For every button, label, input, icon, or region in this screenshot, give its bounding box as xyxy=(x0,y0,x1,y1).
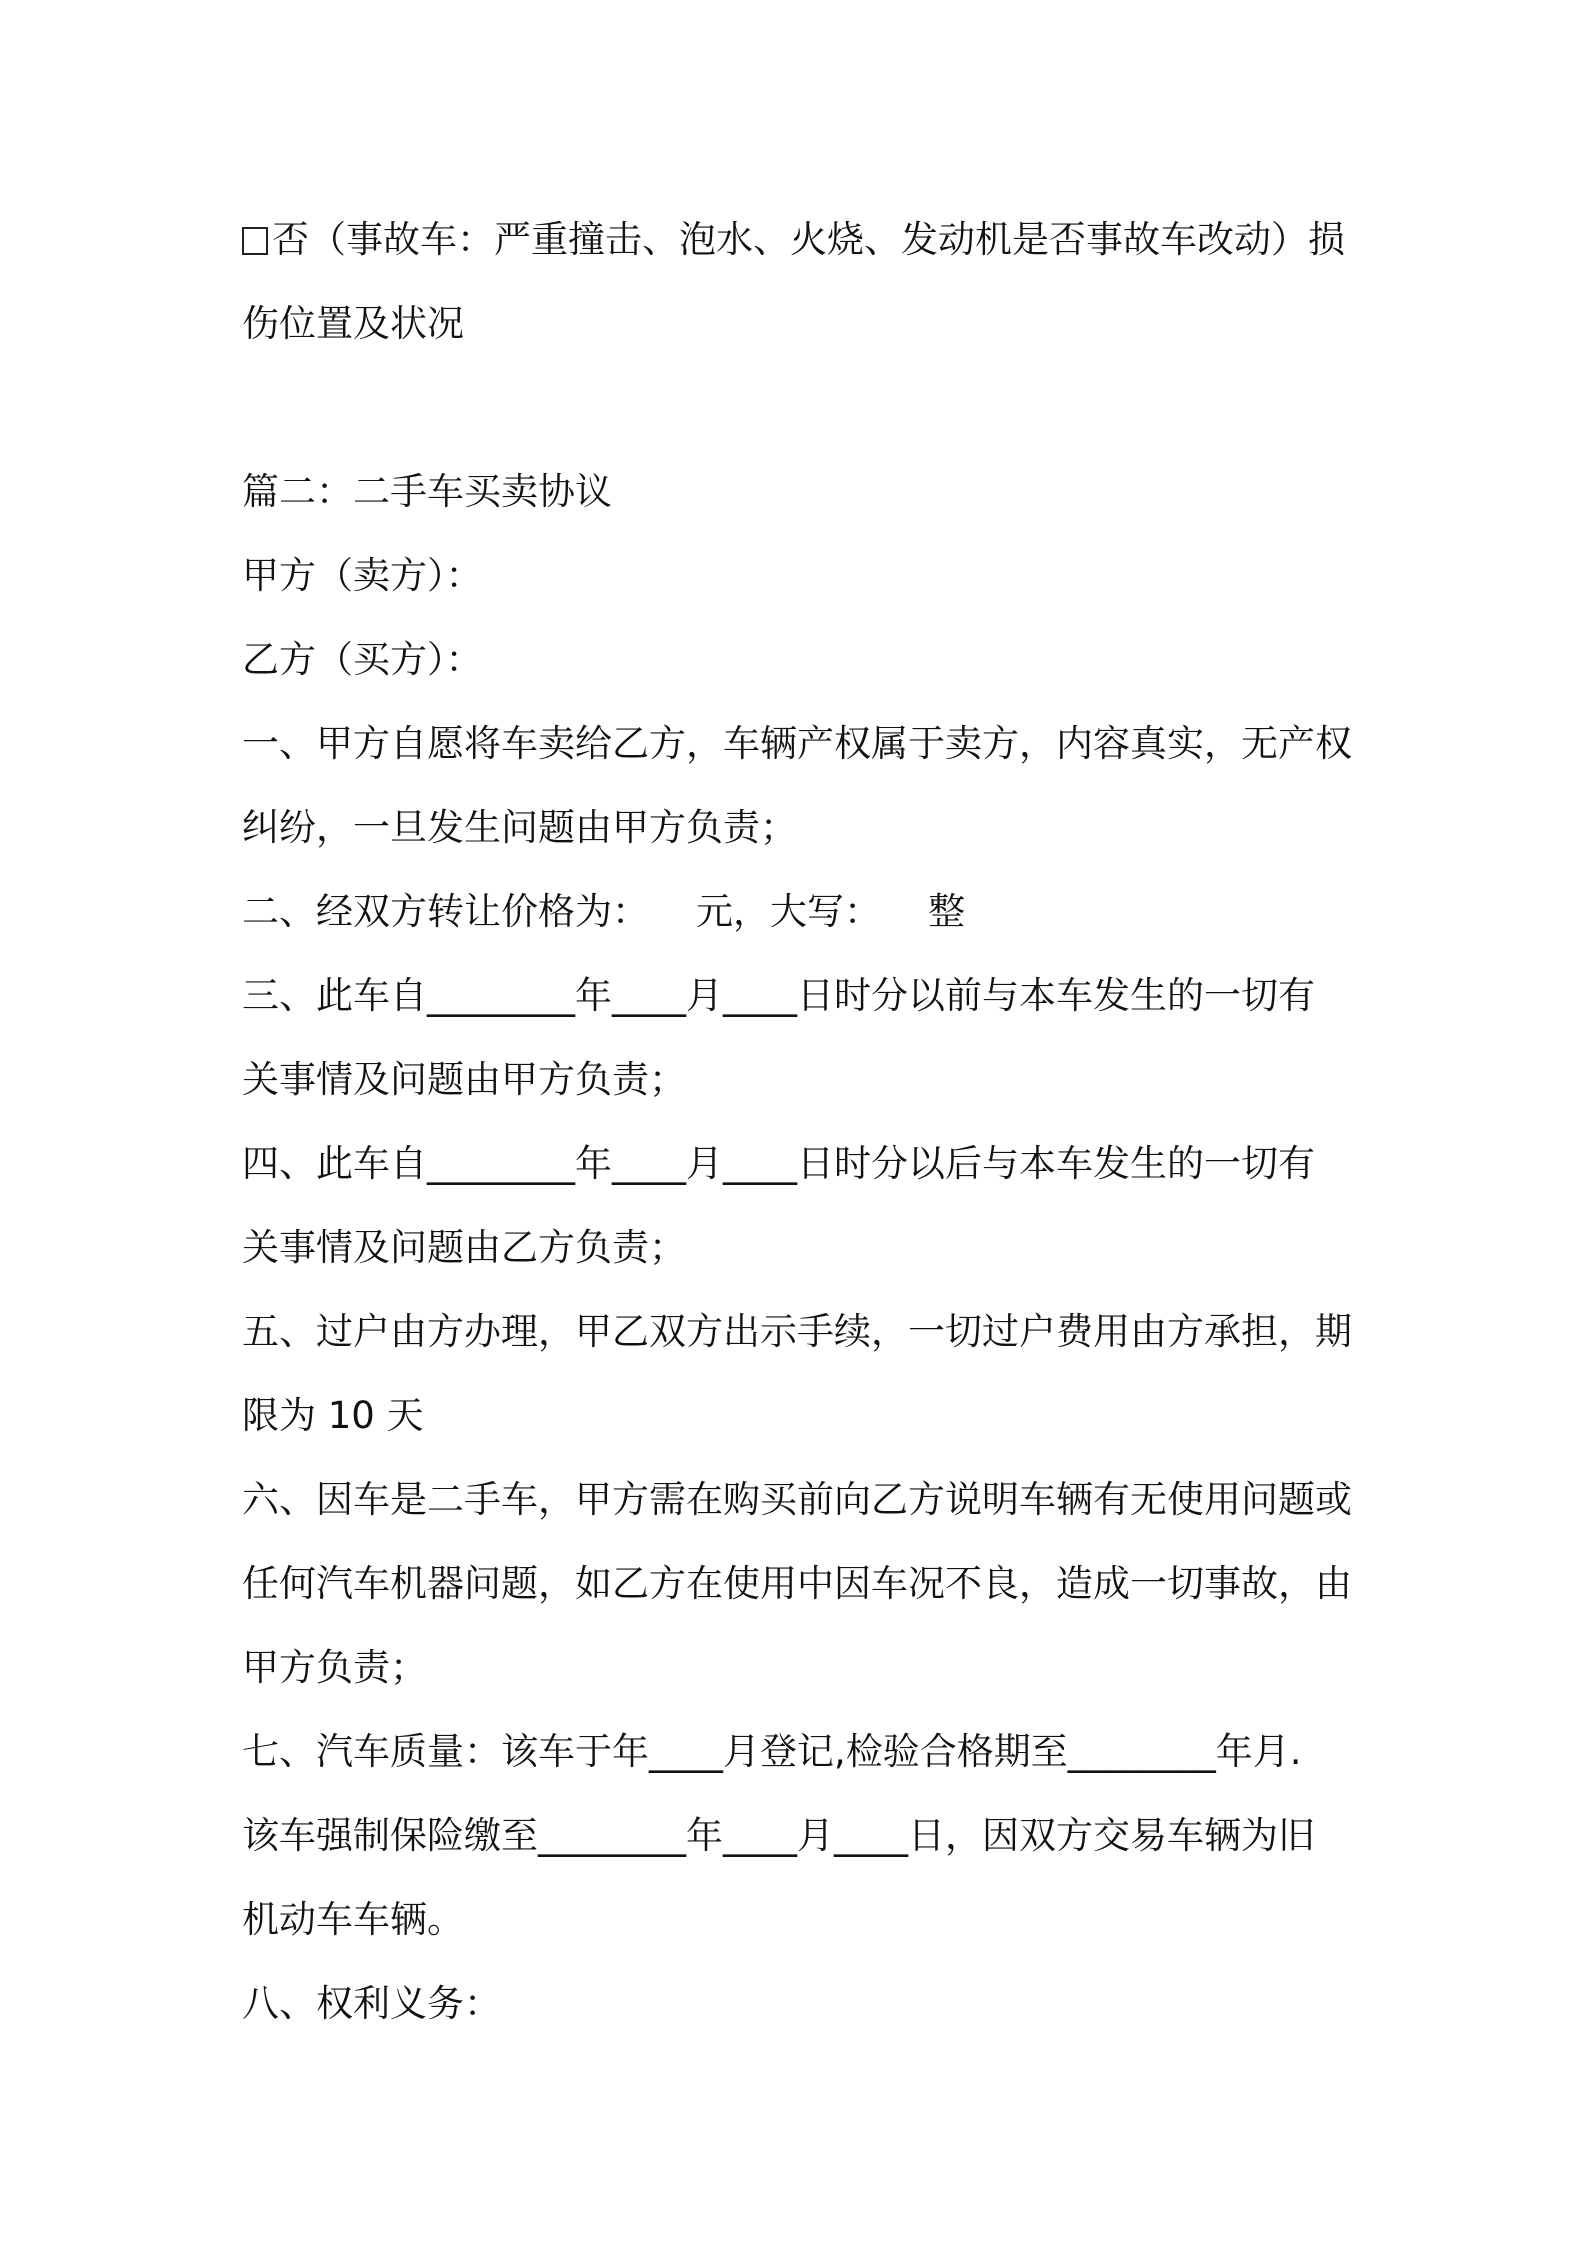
clause-7-line-1: 七、汽车质量：该车于年____月登记,检验合格期至________年月. xyxy=(242,1730,1302,1773)
clause-5-line-2: 限为 10 天 xyxy=(242,1394,424,1437)
clause-6-line-1: 六、因车是二手车，甲方需在购买前向乙方说明车辆有无使用问题或 xyxy=(242,1478,1352,1521)
clause-7-line-3: 机动车车辆。 xyxy=(242,1898,464,1941)
document-body xyxy=(242,198,1358,2046)
party-b-line: 乙方（买方）： xyxy=(242,638,483,681)
clause-1-line-1: 一、甲方自愿将车卖给乙方，车辆产权属于卖方，内容真实，无产权 xyxy=(242,722,1352,765)
clause-6-line-3: 甲方负责； xyxy=(242,1646,427,1689)
clause-7-line-2: 该车强制保险缴至________年____月____日，因双方交易车辆为旧 xyxy=(242,1814,1315,1857)
section-gap xyxy=(242,366,1358,450)
clause-1-line-2: 纠纷，一旦发生问题由甲方负责； xyxy=(242,806,797,849)
clause-4-line-2: 关事情及问题由乙方负责； xyxy=(242,1226,686,1269)
clause-3-line-1: 三、此车自________年____月____日时分以前与本车发生的一切有 xyxy=(242,974,1315,1017)
clause-8-line-1: 八、权利义务： xyxy=(242,1982,501,2025)
clause-4-line-1: 四、此车自________年____月____日时分以后与本车发生的一切有 xyxy=(242,1142,1315,1185)
clause-3-line-2: 关事情及问题由甲方负责； xyxy=(242,1058,686,1101)
clause-2-line-1: 二、经双方转让价格为： 元，大写： 整 xyxy=(242,890,966,933)
accident-continuation: 伤位置及状况 xyxy=(242,302,464,345)
section-heading: 篇二：二手车买卖协议 xyxy=(242,470,612,513)
accident-checkbox-line xyxy=(242,198,1358,282)
checkbox-icon[interactable] xyxy=(242,227,268,255)
accident-checkbox-label: 否（事故车：严重撞击、泡水、火烧、发动机是否事故车改动）损 xyxy=(272,218,1345,261)
clause-6-line-2: 任何汽车机器问题，如乙方在使用中因车况不良，造成一切事故，由 xyxy=(242,1562,1352,1605)
clause-5-line-1: 五、过户由方办理，甲乙双方出示手续，一切过户费用由方承担，期 xyxy=(242,1310,1352,1353)
party-a-line: 甲方（卖方）： xyxy=(242,554,483,597)
